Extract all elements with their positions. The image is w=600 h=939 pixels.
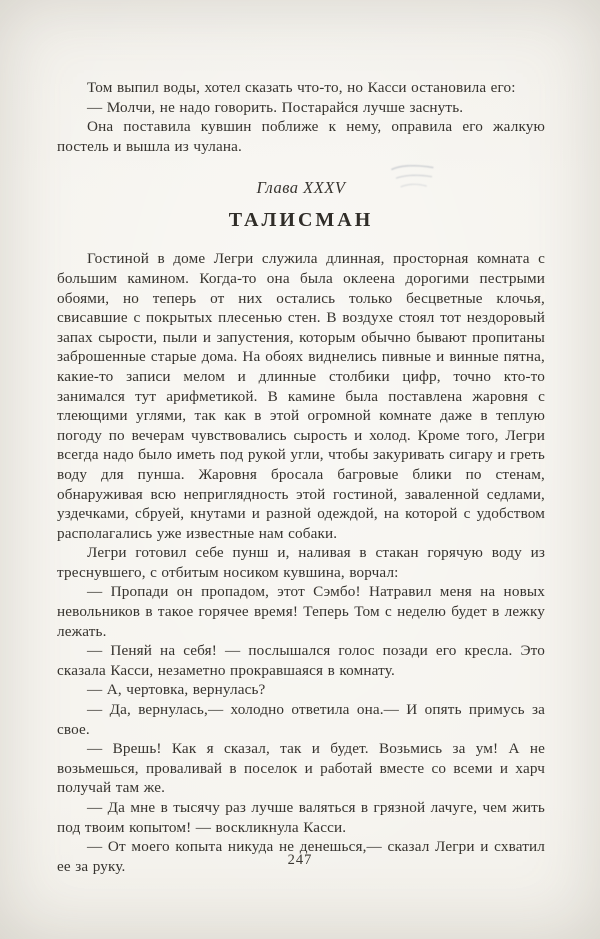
chapter-title: ТАЛИСМАН: [228, 209, 374, 232]
narration-paragraph: Легри готовил себе пунш и, наливая в стакан горячую воду из треснувшего, с отбитым носиком кувшина, ворчал:: [57, 544, 545, 581]
dialogue-paragraph: — Да, вернулась,— холодно ответила она.— И опять примусь за свое.: [57, 701, 545, 738]
narration-paragraph: Том выпил воды, хотел сказать что-то, но Касси остановила его:: [87, 79, 516, 96]
dialogue-paragraph: — Пропади он пропадом, этот Сэмбо! Натравил меня на новых невольников в такое горячее время! Теперь Том с неделю будет в лежку лежать.: [57, 583, 545, 640]
dialogue-paragraph: — Пеняй на себя! — послышался голос позади его кресла. Это сказала Касси, незаметно прокравшаяся в комнату.: [57, 642, 545, 679]
narration-paragraph: Гостиной в доме Легри служила длинная, просторная комната с большим камином. Когда-то она была оклеена дорогими пестрыми обоями, но теперь от них остались только бесцветные клочья, свисавшие с покрытых плесенью стен. В воздухе стоял тот нездоровый запах сырости, пыли и запустения, которым обычно бывают пропитаны заброшенные старые дома. На обоях виднелись пивные и винные пятна, какие-то записи мелом и длинные столбики цифр, точно кто-то занимался тут арифметикой. В камине была поставлена жаровня с тлеющими углями, так как в этой огромной комнате даже в теплую погоду по вечерам чувствовались сырость и холод. Кроме того, Легри всегда надо было иметь под рукой угли, чтобы закуривать сигару и греть воду для пунша. Жаровня бросала багровые блики по стенам, обнаруживая всю неприглядность этой гостиной, заваленной седлами, уздечками, сбруей, кнутами и разной одеждой, на которой с удобством располагались уже известные нам собаки.: [57, 250, 545, 542]
chapter-label: Глава XXXV: [256, 178, 346, 198]
narration-paragraph: Она поставила кувшин поближе к нему, оправила его жалкую постель и вышла из чулана.: [57, 118, 545, 155]
page-number: 247: [287, 852, 313, 868]
dialogue-paragraph: — Врешь! Как я сказал, так и будет. Возьмись за ум! А не возьмешься, проваливай в поселок и работай вместе со всеми и харч получай там же.: [57, 740, 545, 797]
dialogue-paragraph: — Да мне в тысячу раз лучше валяться в грязной лачуге, чем жить под твоим копытом! — воскликнула Касси.: [57, 799, 545, 836]
dialogue-paragraph: — От моего копыта никуда не денешься,— сказал Легри и схватил ее за руку.: [57, 838, 545, 875]
dialogue-paragraph: — Молчи, не надо говорить. Постарайся лучше заснуть.: [87, 98, 464, 116]
dialogue-paragraph: — А, чертовка, вернулась?: [87, 681, 266, 699]
text-block: [57, 78, 545, 876]
